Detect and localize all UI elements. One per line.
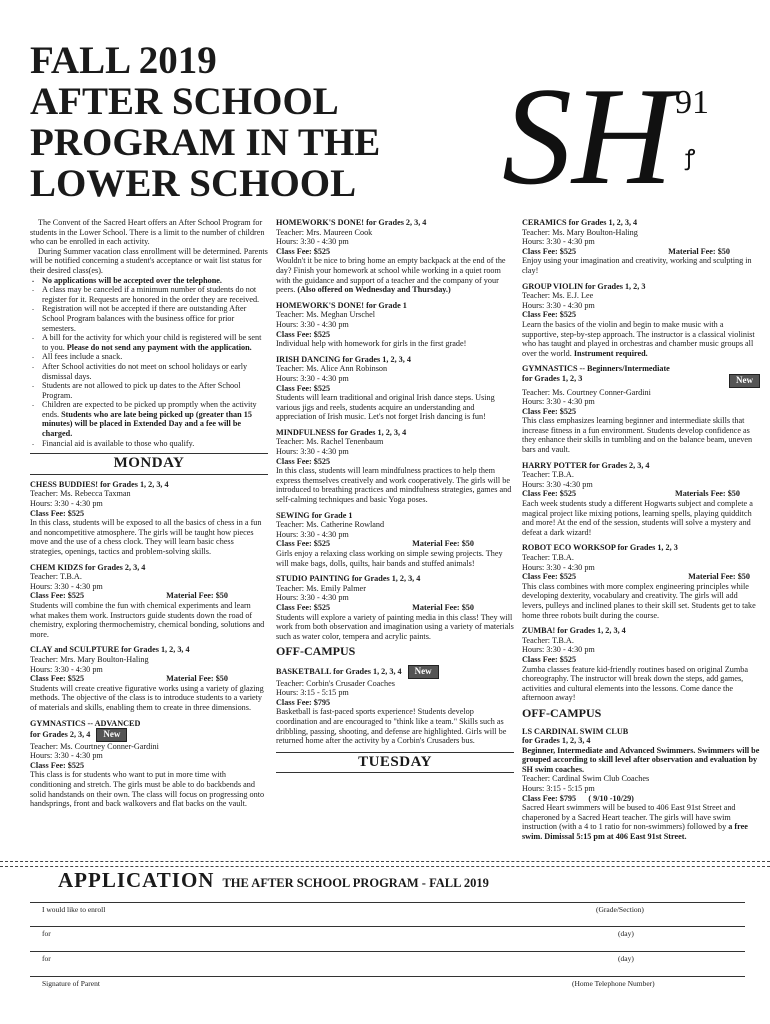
class-chem bbox=[30, 563, 268, 640]
material-fee: Material Fee: $50 bbox=[166, 674, 228, 684]
class-teacher: Teacher: Ms. Courtney Conner-Gardini bbox=[30, 741, 159, 751]
class-line-1[interactable] bbox=[30, 926, 745, 927]
class-description: Students will create creative figurative works using a variety of glazing methods. The objective of the class is to introduce students to a variety of materials and skills, enabling them to create in three dimensions. bbox=[30, 683, 264, 712]
material-fee: Material Fee: $50 bbox=[668, 246, 730, 256]
class-description: This class combines with more complex engineering principles while developing dexterity, vocabulary and creativity. The girls will add levers, pulleys and inclined planes to their skill set. Students get to take home three robots built during the course. bbox=[522, 581, 756, 620]
class-title: HOMEWORK'S DONE! for Grade 1 bbox=[276, 300, 407, 310]
class-title: BASKETBALL for Grades 1, 2, 3, 4 bbox=[276, 666, 402, 676]
class-teacher: Teacher: Ms. Rebecca Taxman bbox=[30, 489, 131, 499]
divider bbox=[276, 752, 514, 753]
class-teacher: Teacher: Ms. Emily Palmer bbox=[276, 583, 366, 593]
class-hours: Hours: 3:30 - 4:30 pm bbox=[276, 593, 349, 603]
signature-label: Signature of Parent bbox=[42, 979, 100, 988]
title-line: AFTER SCHOOL bbox=[30, 80, 339, 123]
class-grades: for Grades 1, 2, 3, 4 bbox=[522, 736, 591, 746]
class-title: SEWING for Grade 1 bbox=[276, 510, 353, 520]
class-description: Each week students study a different Hogwarts subject and complete a magical project like mixing potions, learning spells, playing quidditch and more! At the end of the session, students will solve a mystery and defeat a dark wizard! bbox=[522, 499, 753, 537]
class-description bbox=[276, 256, 514, 294]
rule-item: . Financial aid is available to those who qualify. bbox=[30, 439, 268, 449]
class-title: ROBOT ECO WORKSOP for Grades 1, 2, 3 bbox=[522, 543, 678, 553]
section-heading-off-campus: OFF-CAMPUS bbox=[276, 644, 356, 659]
class-fee: Class Fee: $525 bbox=[522, 310, 577, 320]
section-heading-tuesday: TUESDAY bbox=[358, 753, 432, 770]
class-fee: Class Fee: $525 bbox=[522, 654, 577, 664]
class-title: CLAY and SCULPTURE for Grades 1, 2, 3, 4 bbox=[30, 645, 190, 655]
class-hours: Hours: 3:15 - 5:15 pm bbox=[276, 688, 349, 698]
column-middle bbox=[276, 218, 514, 778]
class-clay bbox=[30, 645, 268, 712]
application-subtitle: THE AFTER SCHOOL PROGRAM - FALL 2019 bbox=[222, 876, 489, 890]
class-gym-beginner bbox=[522, 364, 760, 454]
class-description: Students will combine the fun with chemical experiments and learn what makes them work. Instructors guide students down the road of chemistry, exploring thermochemistry, chemical bonding, solutions and more. bbox=[30, 600, 265, 639]
class-teacher: Teacher: Ms. E.J. Lee bbox=[522, 291, 594, 301]
rule-text: A bill for the activity for which your child is registered will be sent to you. bbox=[42, 333, 262, 352]
divider bbox=[276, 772, 514, 773]
class-fee: Class Fee: $525 bbox=[276, 329, 331, 339]
class-hours: Hours: 3:30 - 4:30 pm bbox=[30, 499, 103, 509]
class-hours: Hours: 3:30 - 4:30 pm bbox=[522, 562, 595, 572]
class-teacher: Teacher: T.B.A. bbox=[522, 553, 574, 562]
class-description: In this class, students will be exposed to all the basics of chess in a fun and noncompetitive atmosphere. The girls will be taught how pieces move and the use of a chess clock. They will learn basic chess strategies, openings, tactics and problem-solving skills. bbox=[30, 518, 262, 556]
class-hours: Hours: 3:30 - 4:30 pm bbox=[276, 373, 349, 383]
class-teacher: Teacher: Ms. Courtney Conner-Gardini bbox=[522, 387, 651, 397]
application-title: APPLICATION bbox=[58, 868, 215, 892]
class-description: Zumba classes feature kid-friendly routines based on original Zumba choreography. The instructor will break down the steps, add games, activities and cultural elements into the lessons. Come dance the afternoon away! bbox=[522, 664, 748, 703]
class-description: Students will learn traditional and original Irish dance steps. Using various jigs and reels, students acquire an understanding and appreciation of Irish music. Let's not forget Irish dancing is fun! bbox=[276, 393, 495, 422]
class-description: Students will explore a variety of painting media in this class! They will work from both observation and imagination using a variety of materials such as water color, tempera and acrylic paints. bbox=[276, 612, 514, 641]
column-right bbox=[522, 218, 760, 848]
class-grades: for Grades 2, 3, 4 bbox=[30, 730, 91, 740]
material-fee: Material Fee: $50 bbox=[412, 539, 474, 549]
class-title: MINDFULNESS for Grades 1, 2, 3, 4 bbox=[276, 427, 407, 437]
rule-item: . After School activities do not meet on school holidays or early dismissal days. bbox=[30, 362, 268, 381]
class-teacher: Teacher: Ms. Meghan Urschel bbox=[276, 310, 376, 320]
class-title: ZUMBA! for Grades 1, 2, 3, 4 bbox=[522, 626, 626, 636]
class-basketball bbox=[276, 665, 514, 746]
application-header bbox=[58, 868, 489, 893]
class-description bbox=[522, 803, 760, 841]
title-line: LOWER SCHOOL bbox=[30, 162, 357, 205]
divider bbox=[30, 453, 268, 454]
class-title: GROUP VIOLIN for Grades 1, 2, 3 bbox=[522, 281, 646, 291]
rule-text: Children are expected to be picked up promptly when the activity ends. bbox=[42, 400, 257, 419]
description-note: (Also offered on Wednesday and Thursday.) bbox=[297, 285, 451, 295]
class-swim bbox=[522, 727, 760, 842]
class-title: STUDIO PAINTING for Grades 1, 2, 3, 4 bbox=[276, 574, 421, 584]
material-fee: Materials Fee: $50 bbox=[674, 489, 740, 499]
class-hours: Hours: 3:30 - 4:30 pm bbox=[30, 581, 103, 591]
class-description: Enjoy using your imagination and creativity, working and sculpting in clay! bbox=[522, 256, 752, 275]
class-teacher: Teacher: Cardinal Swim Club Coaches bbox=[522, 774, 650, 784]
class-zumba bbox=[522, 626, 760, 703]
class-fee: Class Fee: $525 bbox=[276, 246, 331, 256]
class-sewing bbox=[276, 511, 514, 569]
class-dates: ( 9/10 -10/29) bbox=[588, 793, 634, 803]
rule-item: . Registration will not be accepted if there are outstanding After School Program balances with the business office for prior semesters. bbox=[30, 304, 268, 333]
material-fee: Material Fee: $50 bbox=[688, 572, 750, 582]
class-title: HARRY POTTER for Grades 2, 3, 4 bbox=[522, 460, 650, 470]
for-label: for bbox=[42, 954, 51, 963]
rule-text-bold: Please do not send any payment with the application. bbox=[66, 342, 252, 352]
title-line: FALL 2019 bbox=[30, 39, 217, 82]
rule-text-bold: Students who are late being picked up (greater than 15 minutes) will be placed in Extended Day and a fee will be charged. bbox=[42, 409, 252, 439]
class-hours: Hours: 3:30 - 4:30 pm bbox=[276, 319, 349, 329]
class-fee: Class Fee: $525 bbox=[30, 508, 85, 518]
class-chess bbox=[30, 480, 268, 557]
tear-off-line bbox=[0, 861, 770, 867]
description-text: Wouldn't it be nice to bring home an empty backpack at the end of the day? Finish your homework at school while working in a quiet room with the guidance and support of a teacher and the company of your peers. bbox=[276, 256, 506, 295]
class-hours: Hours: 3:30 - 4:30 pm bbox=[30, 751, 103, 761]
intro-text: During Summer vacation class enrollment will be determined. Parents will be notified concerning a student's acceptance or wait list status for their desired class(es). bbox=[30, 246, 268, 275]
class-harry-potter bbox=[522, 461, 760, 538]
class-studio-painting bbox=[276, 574, 514, 641]
rule-item bbox=[30, 333, 268, 352]
material-fee: Material Fee: $50 bbox=[412, 602, 474, 612]
title-line: PROGRAM IN THE bbox=[30, 121, 381, 164]
class-teacher: Teacher: Ms. Alice Ann Robinson bbox=[276, 364, 388, 374]
class-fees bbox=[522, 489, 760, 499]
logo-letters: SH bbox=[502, 59, 674, 205]
signature-line[interactable] bbox=[30, 976, 745, 977]
class-hours: Hours: 3:30 - 4:30 pm bbox=[522, 645, 595, 655]
enroll-label: I would like to enroll bbox=[42, 905, 106, 914]
class-hours: Hours: 3:30 - 4:30 pm bbox=[276, 447, 349, 457]
class-robot bbox=[522, 543, 760, 620]
class-levels: Beginner, Intermediate and Advanced Swimmers. Swimmers will be grouped according to skill level after observation and evaluation by SH swim coaches. bbox=[522, 745, 760, 774]
class-mindfulness bbox=[276, 428, 514, 505]
class-hours: Hours: 3:30 - 4:30 pm bbox=[522, 300, 595, 310]
class-hours: Hours: 3:30 - 4:30 pm bbox=[276, 237, 349, 247]
class-fee: Class Fee: $525 bbox=[276, 602, 331, 612]
class-teacher: Teacher: T.B.A. bbox=[522, 470, 574, 480]
class-hours: Hours: 3:30 - 4:30 pm bbox=[30, 664, 103, 674]
class-violin bbox=[522, 282, 760, 359]
divider bbox=[30, 474, 268, 475]
rule-item: . All fees include a snack. bbox=[30, 352, 268, 362]
new-badge: New bbox=[729, 374, 760, 388]
class-title: GYMNASTICS -- Beginners/Intermediate bbox=[522, 364, 670, 374]
class-grades: for Grades 1, 2, 3 bbox=[522, 373, 583, 383]
class-ceramics bbox=[522, 218, 760, 276]
class-fee: Class Fee: $525 bbox=[276, 539, 331, 549]
class-line-2[interactable] bbox=[30, 951, 745, 952]
class-description: This class is for students who want to put in more time with conditioning and stretch. The girls must be able to do backbends and solid handstands on their own. The class will focus on progressing onto handsprings, front and back walkovers and flat backs on the vault. bbox=[30, 770, 265, 809]
class-title: GYMNASTICS -- ADVANCED bbox=[30, 718, 141, 728]
grade-section-label: (Grade/Section) bbox=[596, 905, 644, 914]
class-fee: Class Fee: $525 bbox=[522, 246, 577, 256]
class-fee: Class Fee: $795 bbox=[276, 697, 331, 707]
class-fee: Class Fee: $525 bbox=[30, 674, 85, 684]
material-fee: Material Fee: $50 bbox=[166, 591, 228, 601]
day-label: (day) bbox=[618, 954, 634, 963]
class-description: Basketball is fast-paced sports experience! Students develop coordination and are encouraged to "think like a team." Skills such as dribbling, passing, shooting, and defense are highlighted. Girls will be returned home after the activity by a Corbin's Crusaders bus. bbox=[276, 707, 507, 746]
dismissal-note: Dimissal 5:15 pm at 406 East 91st Street. bbox=[544, 832, 687, 842]
description-note: a free swim. bbox=[522, 822, 748, 842]
class-teacher: Teacher: Mrs. Mary Boulton-Haling bbox=[30, 654, 149, 664]
class-hours: Hours: 3:30 - 4:30 pm bbox=[522, 397, 595, 407]
class-fees bbox=[522, 794, 760, 804]
rule-item: . A class may be canceled if a minimum number of students do not register for it. Requests are honored in the order they are received. bbox=[30, 285, 268, 304]
class-fees bbox=[522, 572, 760, 582]
class-description: Individual help with homework for girls in the first grade! bbox=[276, 339, 467, 349]
class-hours: Hours: 3:30 - 4:30 pm bbox=[522, 237, 595, 247]
logo-number: 91 bbox=[675, 84, 709, 121]
class-fees bbox=[30, 591, 268, 601]
class-homework-grade1 bbox=[276, 301, 514, 349]
class-gym-advanced bbox=[30, 719, 268, 809]
class-teacher: Teacher: Ms. Catherine Rowland bbox=[276, 520, 385, 530]
class-description bbox=[522, 320, 760, 358]
class-title: CHEM KIDZS for Grades 2, 3, 4 bbox=[30, 562, 146, 572]
class-fees bbox=[30, 674, 268, 684]
description-text: Sacred Heart swimmers will be bused to 406 East 91st Street and chaperoned by a Sacred Heart teacher. The girls will have swim instruction (with a 4 to 1 ratio for non-swimmers) followed by bbox=[522, 803, 736, 832]
description-text: Learn the basics of the violin and begin to make music with a supportive, step-by-step approach. The instructor is a classical violinist who has taught and played in orchestras and chamber music groups all over the world. bbox=[522, 319, 755, 358]
class-hours: Hours: 3:15 - 5:15 pm bbox=[522, 784, 595, 794]
class-teacher: Teacher: Mrs. Maureen Cook bbox=[276, 227, 373, 237]
class-fee: Class Fee: $525 bbox=[30, 760, 85, 770]
class-fees bbox=[276, 539, 514, 549]
for-label: for bbox=[42, 929, 51, 938]
class-teacher: Teacher: T.B.A. bbox=[30, 572, 82, 582]
class-title: LS CARDINAL SWIM CLUB bbox=[522, 726, 629, 736]
class-homework bbox=[276, 218, 514, 295]
rule-item: . No applications will be accepted over the telephone. bbox=[30, 276, 268, 286]
page-title bbox=[30, 40, 380, 204]
enroll-line[interactable] bbox=[30, 902, 745, 903]
class-title: HOMEWORK'S DONE! for Grades 2, 3, 4 bbox=[276, 218, 427, 227]
intro-text: The Convent of the Sacred Heart offers an After School Program for students in the Lower School. There is a limit to the number of children who can be enrolled in each activity. bbox=[30, 218, 265, 247]
class-title-line bbox=[30, 728, 268, 742]
class-fee: Class Fee: $525 bbox=[522, 572, 577, 582]
day-label: (day) bbox=[618, 929, 634, 938]
class-fee: Class Fee: $525 bbox=[30, 591, 85, 601]
class-irish bbox=[276, 355, 514, 422]
section-heading-off-campus: OFF-CAMPUS bbox=[522, 705, 602, 720]
class-fee: Class Fee: $525 bbox=[522, 489, 577, 499]
description-note: Instrument required. bbox=[573, 348, 648, 358]
new-badge: New bbox=[96, 728, 127, 742]
column-left bbox=[30, 218, 268, 815]
class-hours: Hours: 3:30 - 4:30 pm bbox=[276, 529, 349, 539]
class-fee: Class Fee: $525 bbox=[276, 456, 331, 466]
rule-item: . Students are not allowed to pick up dates to the After School Program. bbox=[30, 381, 268, 400]
new-badge: New bbox=[408, 665, 439, 679]
class-description: In this class, students will learn mindfulness practices to help them express themselves creatively and work cooperatively. The girls will be introduced to breathing practices and mindfulness strategies, games and self-calming techniques and basic Yoga poses. bbox=[276, 466, 512, 505]
class-fee: Class Fee: $795 bbox=[522, 793, 577, 803]
class-description: This class emphasizes learning beginner and intermediate skills that increase fitness in a fun environment. Students develop confidence as they enhance their skills in tumbling and on the balance beam, uneven bars and vault. bbox=[522, 416, 753, 455]
class-teacher: Teacher: T.B.A. bbox=[522, 635, 574, 645]
school-logo bbox=[500, 55, 730, 205]
class-fees bbox=[522, 247, 760, 257]
class-title-line bbox=[276, 665, 514, 679]
class-title: CERAMICS for Grades 1, 2, 3, 4 bbox=[522, 218, 638, 227]
class-description: Girls enjoy a relaxing class working on simple sewing projects. They will make bags, dolls, quilts, hair bands and stuffed animals! bbox=[276, 549, 503, 568]
class-teacher: Teacher: Corbin's Crusader Coaches bbox=[276, 678, 395, 688]
class-hours: Hours: 3:30 -4:30 pm bbox=[522, 479, 593, 489]
class-teacher: Teacher: Ms. Rachel Tenenbaum bbox=[276, 437, 384, 447]
phone-label: (Home Telephone Number) bbox=[572, 979, 655, 988]
class-fees bbox=[276, 603, 514, 613]
class-fee: Class Fee: $525 bbox=[522, 406, 577, 416]
class-title: CHESS BUDDIES! for Grades 1, 2, 3, 4 bbox=[30, 479, 169, 489]
class-title: IRISH DANCING for Grades 1, 2, 3, 4 bbox=[276, 354, 411, 364]
class-title-line bbox=[522, 374, 760, 388]
class-teacher: Teacher: Ms. Mary Boulton-Haling bbox=[522, 227, 638, 237]
class-fee: Class Fee: $525 bbox=[276, 383, 331, 393]
logo-symbol: ꝭ bbox=[685, 145, 696, 170]
section-heading-monday: MONDAY bbox=[113, 455, 185, 472]
rule-item bbox=[30, 400, 268, 438]
